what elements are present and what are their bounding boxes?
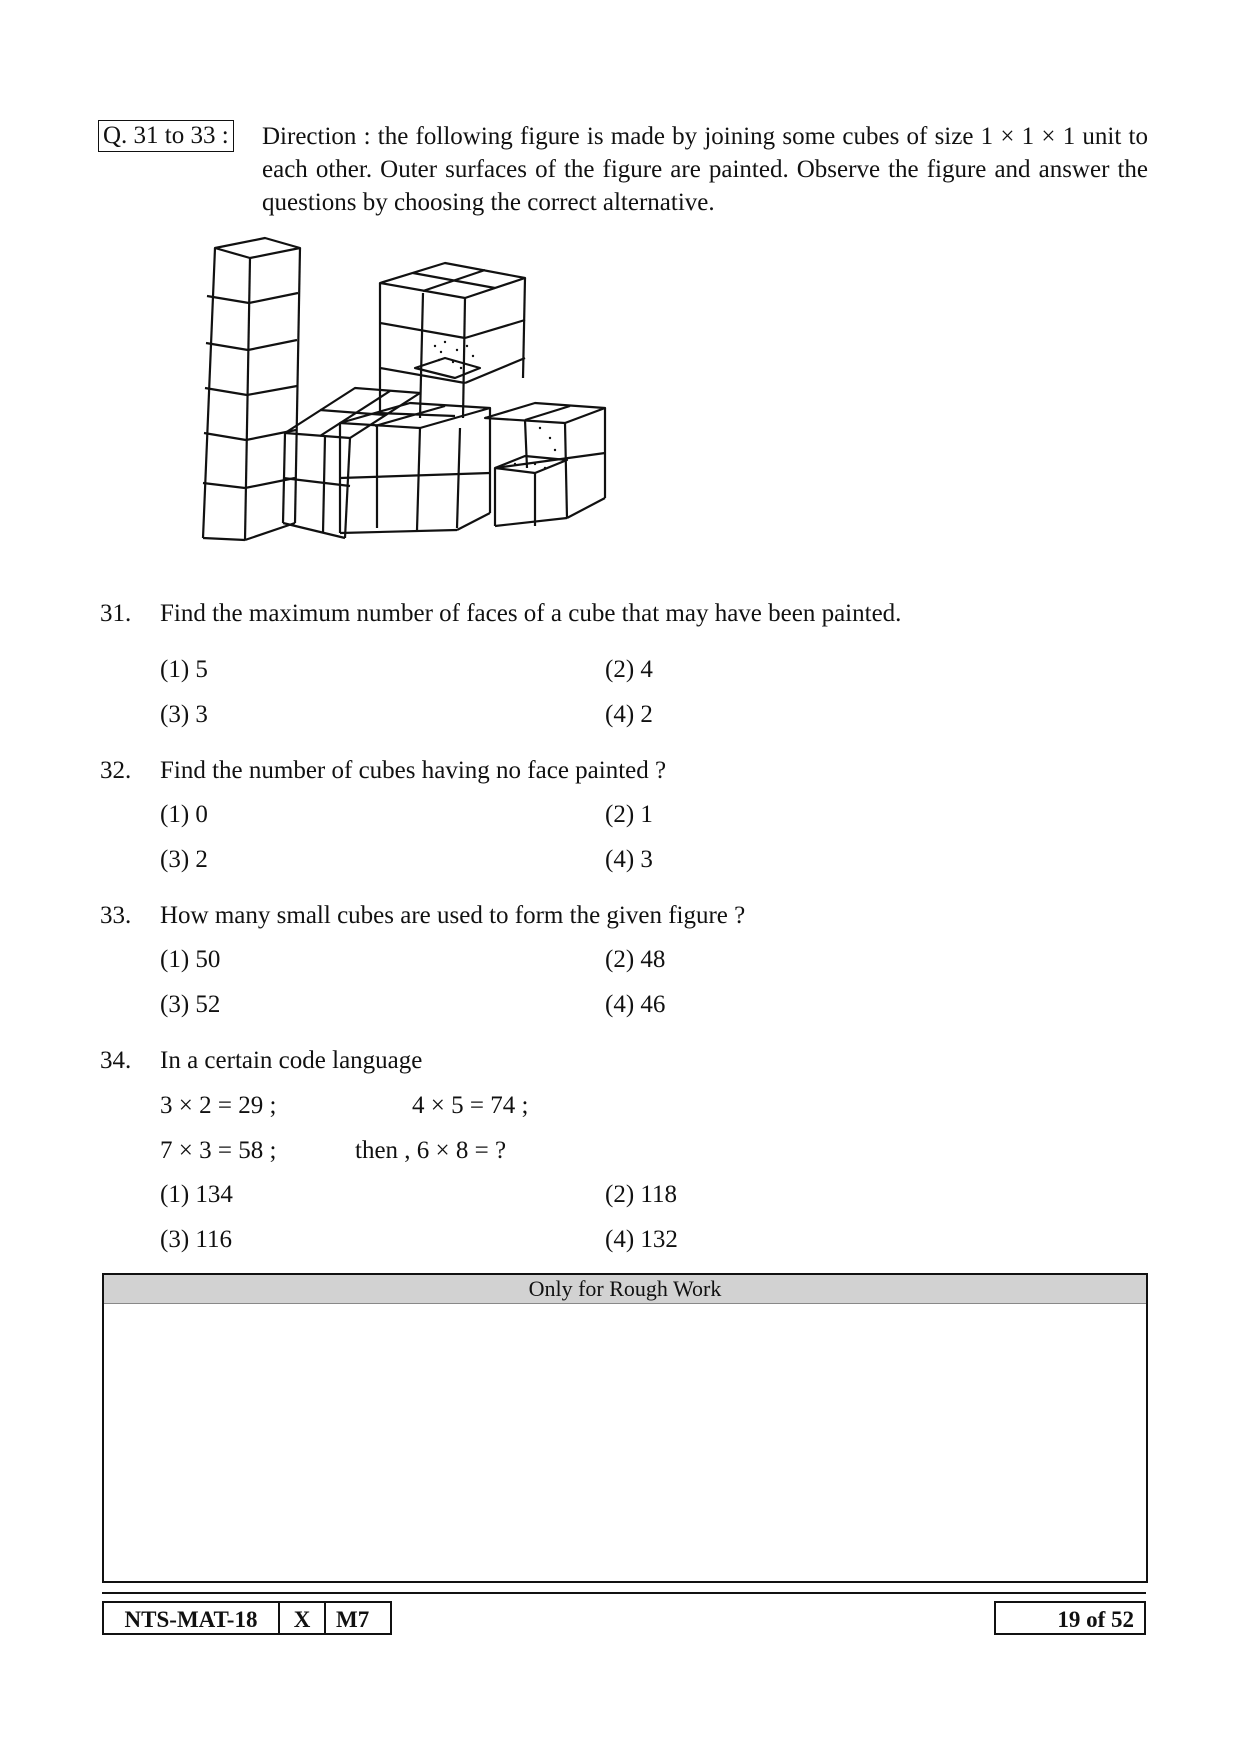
option: (2) 4 — [605, 656, 653, 683]
option: (1) 50 — [160, 946, 221, 973]
tall-column — [203, 238, 300, 540]
question-number: 31. — [100, 600, 132, 627]
question-text: Find the maximum number of faces of a cube that may have been painted. — [160, 600, 902, 627]
question-text: How many small cubes are used to form the given figure ? — [160, 902, 746, 929]
footer-rule — [102, 1592, 1146, 1594]
option: (3) 116 — [160, 1226, 232, 1253]
option: (1) 134 — [160, 1181, 233, 1208]
question-number: 32. — [100, 757, 132, 784]
direction-text: Direction : the following figure is made by joining some cubes of size 1 × 1 × 1 unit to each other. Outer surfaces of the figure are painted. Observe the figure and answer the questions by choosing the correct alternative. — [262, 123, 1148, 216]
option: (4) 46 — [605, 991, 666, 1018]
option: (4) 2 — [605, 701, 653, 728]
front-block — [340, 403, 490, 533]
option: (2) 1 — [605, 801, 653, 828]
rough-work-heading: Only for Rough Work — [104, 1275, 1146, 1304]
code-equation: 3 × 2 = 29 ; — [160, 1092, 277, 1119]
option: (4) 132 — [605, 1226, 678, 1253]
option: (2) 118 — [605, 1181, 677, 1208]
question-text: In a certain code language — [160, 1047, 423, 1074]
question-text: Find the number of cubes having no face painted ? — [160, 757, 667, 784]
footer-paper-code: NTS-MAT-18 — [102, 1601, 280, 1635]
option: (3) 3 — [160, 701, 208, 728]
rough-work-box — [102, 1273, 1148, 1583]
option: (1) 0 — [160, 801, 208, 828]
code-equation: 7 × 3 = 58 ; — [160, 1137, 277, 1164]
option: (4) 3 — [605, 846, 653, 873]
top-block — [380, 263, 525, 418]
cube-figure — [195, 228, 695, 598]
question-number: 33. — [100, 902, 132, 929]
footer-set: M7 — [324, 1601, 392, 1635]
option: (3) 2 — [160, 846, 208, 873]
footer-standard: X — [278, 1601, 326, 1635]
question-range-tag: Q. 31 to 33 : — [98, 120, 234, 152]
left-block — [283, 388, 420, 538]
page-number: 19 of 52 — [994, 1601, 1146, 1635]
right-block — [485, 403, 605, 526]
code-question: then , 6 × 8 = ? — [355, 1137, 507, 1164]
code-equation: 4 × 5 = 74 ; — [412, 1092, 529, 1119]
option: (1) 5 — [160, 656, 208, 683]
question-number: 34. — [100, 1047, 132, 1074]
option: (3) 52 — [160, 991, 221, 1018]
option: (2) 48 — [605, 946, 666, 973]
